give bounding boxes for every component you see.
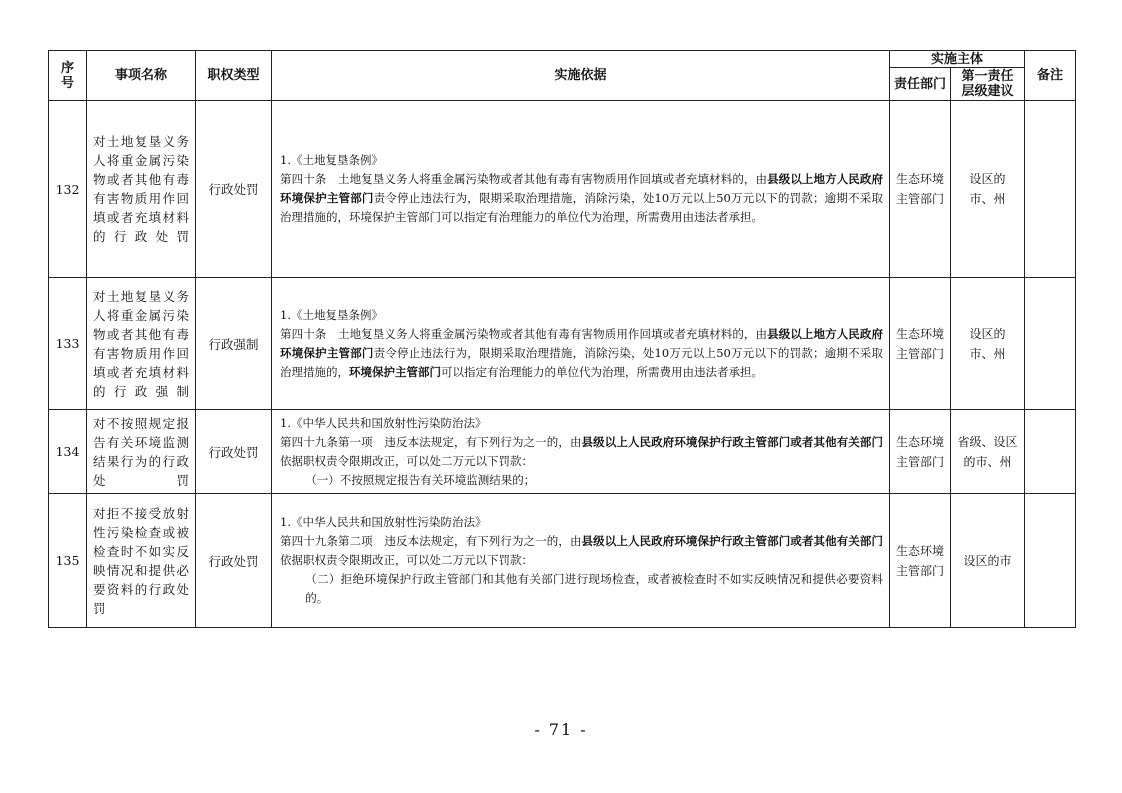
row-seq: 133 — [49, 278, 87, 410]
row-dept: 生态环境主管部门 — [890, 494, 951, 628]
row-basis — [272, 494, 890, 628]
row-item-name: 对土地复垦义务人将重金属污染物或者其他有毒有害物质用作回填或者充填材料的行政强制 — [87, 278, 196, 410]
table-row — [49, 101, 1076, 278]
basis-law-title: 1.《中华人民共和国放射性污染防治法》 — [280, 515, 487, 529]
basis-article: 第四十九条第二项 违反本法规定，有下列行为之一的，由县级以上人民政府环境保护行政主管部门或者其他有关部门依据职权责令限期改正，可以处二万元以下罚款： — [280, 534, 883, 567]
row-item-name: 对土地复垦义务人将重金属污染物或者其他有毒有害物质用作回填或者充填材料的行政处罚 — [87, 101, 196, 278]
row-level: 设区的市、州 — [951, 101, 1025, 278]
header-subject: 实施主体 — [890, 51, 1025, 68]
basis-law-title: 1.《土地复垦条例》 — [280, 153, 383, 167]
basis-article: 第四十九条第一项 违反本法规定，有下列行为之一的，由县级以上人民政府环境保护行政主管部门或者其他有关部门依据职权责令限期改正，可以处二万元以下罚款： — [280, 434, 883, 468]
row-level: 设区的市 — [951, 494, 1025, 628]
row-seq: 134 — [49, 410, 87, 494]
basis-article: 第四十条 土地复垦义务人将重金属污染物或者其他有毒有害物质用作回填或者充填材料的，由县级以上地方人民政府环境保护主管部门责令停止违法行为，限期采取治理措施，消除污染，处10万元以上50万元以下的罚款；逾期不采取治理措施的，环境保护主管部门可以指定有治理能力的单位代为治理，所需费用由违法者承担。 — [280, 326, 884, 379]
row-remark — [1025, 101, 1076, 278]
header-seq: 序号 — [49, 51, 87, 101]
power-list-table — [48, 50, 1076, 628]
header-type: 职权类型 — [196, 51, 272, 101]
row-item-name: 对不按照规定报告有关环境监测结果行为的行政处罚 — [87, 410, 196, 494]
row-seq: 132 — [49, 101, 87, 278]
row-power-type: 行政处罚 — [196, 494, 272, 628]
basis-article: 第四十条 土地复垦义务人将重金属污染物或者其他有毒有害物质用作回填或者充填材料的，由县级以上地方人民政府环境保护主管部门责令停止违法行为，限期采取治理措施，消除污染，处10万元以上50万元以下的罚款；逾期不采取治理措施的，环境保护主管部门可以指定有治理能力的单位代为治理，所需费用由违法者承担。 — [280, 172, 884, 224]
row-basis — [272, 410, 890, 494]
header-level: 第一责任层级建议 — [951, 68, 1025, 101]
table-row — [49, 410, 1076, 494]
row-power-type: 行政处罚 — [196, 410, 272, 494]
row-basis — [272, 278, 890, 410]
header-name: 事项名称 — [87, 51, 196, 101]
row-power-type: 行政处罚 — [196, 101, 272, 278]
row-dept: 生态环境主管部门 — [890, 410, 951, 494]
table-row — [49, 278, 1076, 410]
row-dept: 生态环境主管部门 — [890, 101, 951, 278]
row-remark — [1025, 494, 1076, 628]
table-row — [49, 494, 1076, 628]
basis-item: （一）不按照规定报告有关环境监测结果的； — [305, 472, 536, 487]
row-power-type: 行政强制 — [196, 278, 272, 410]
page-number: - 71 - — [534, 720, 588, 739]
basis-law-title: 1.《土地复垦条例》 — [280, 307, 383, 322]
header-row-1 — [49, 51, 1076, 68]
header-remark: 备注 — [1025, 51, 1076, 101]
row-item-name: 对拒不接受放射性污染检查或被检查时不如实反映情况和提供必要资料的行政处罚 — [87, 494, 196, 628]
row-seq: 135 — [49, 494, 87, 628]
row-dept: 生态环境主管部门 — [890, 278, 951, 410]
basis-law-title: 1.《中华人民共和国放射性污染防治法》 — [280, 415, 487, 430]
basis-item: （二）拒绝环境保护行政主管部门和其他有关部门进行现场检查，或者被检查时不如实反映情况和提供必要资料的。 — [305, 572, 883, 605]
row-level: 省级、设区的市、州 — [951, 410, 1025, 494]
header-dept: 责任部门 — [890, 68, 951, 101]
row-level: 设区的市、州 — [951, 278, 1025, 410]
row-remark — [1025, 278, 1076, 410]
row-basis — [272, 101, 890, 278]
row-remark — [1025, 410, 1076, 494]
header-basis: 实施依据 — [272, 51, 890, 101]
